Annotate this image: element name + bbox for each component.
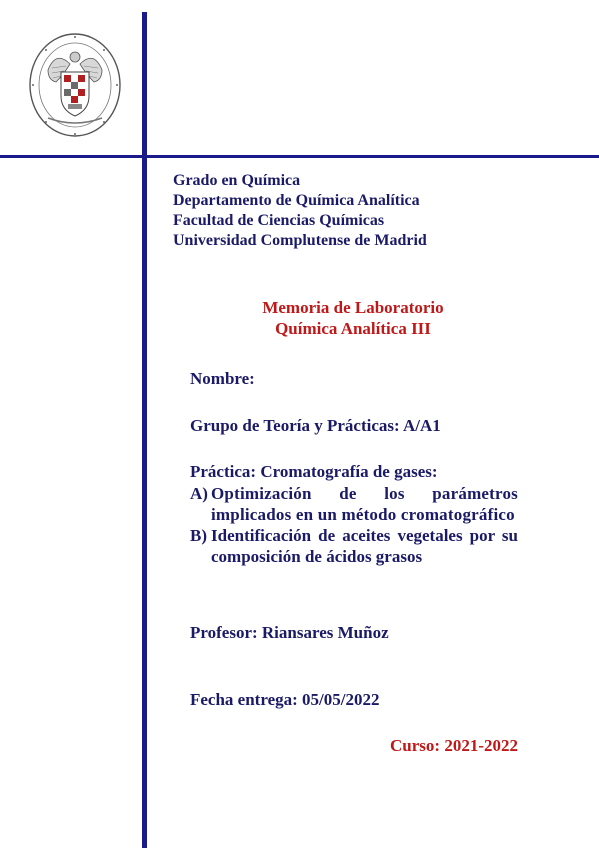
document-title xyxy=(173,297,533,339)
vertical-rule xyxy=(142,12,147,848)
practice-heading: Práctica: Cromatografía de gases: xyxy=(190,462,438,481)
department-line: Departamento de Química Analítica xyxy=(173,192,420,209)
course-year: Curso: 2021-2022 xyxy=(390,736,518,755)
practice-item-b xyxy=(190,525,518,567)
item-marker: B) xyxy=(190,526,207,545)
institution-header xyxy=(173,171,427,251)
university-line: Universidad Complutense de Madrid xyxy=(173,232,427,249)
group-field: Grupo de Teoría y Prácticas: A/A1 xyxy=(190,416,441,435)
title-line-2: Química Analítica III xyxy=(275,319,431,338)
title-line-1: Memoria de Laboratorio xyxy=(262,298,444,317)
horizontal-rule xyxy=(0,155,599,158)
degree-line: Grado en Química xyxy=(173,172,301,189)
professor-field: Profesor: Riansares Muñoz xyxy=(190,623,389,642)
item-marker: A) xyxy=(190,484,208,503)
practice-item-a xyxy=(190,483,518,525)
university-seal-icon xyxy=(26,30,124,140)
practice-list xyxy=(190,483,518,567)
item-text: Optimización de los parámetros implicados en un método cromatográfico xyxy=(211,484,518,524)
delivery-date: Fecha entrega: 05/05/2022 xyxy=(190,690,380,709)
item-text: Identificación de aceites vegetales por su composición de ácidos grasos xyxy=(211,526,518,566)
faculty-line: Facultad de Ciencias Químicas xyxy=(173,212,385,229)
name-field: Nombre: xyxy=(190,369,255,388)
